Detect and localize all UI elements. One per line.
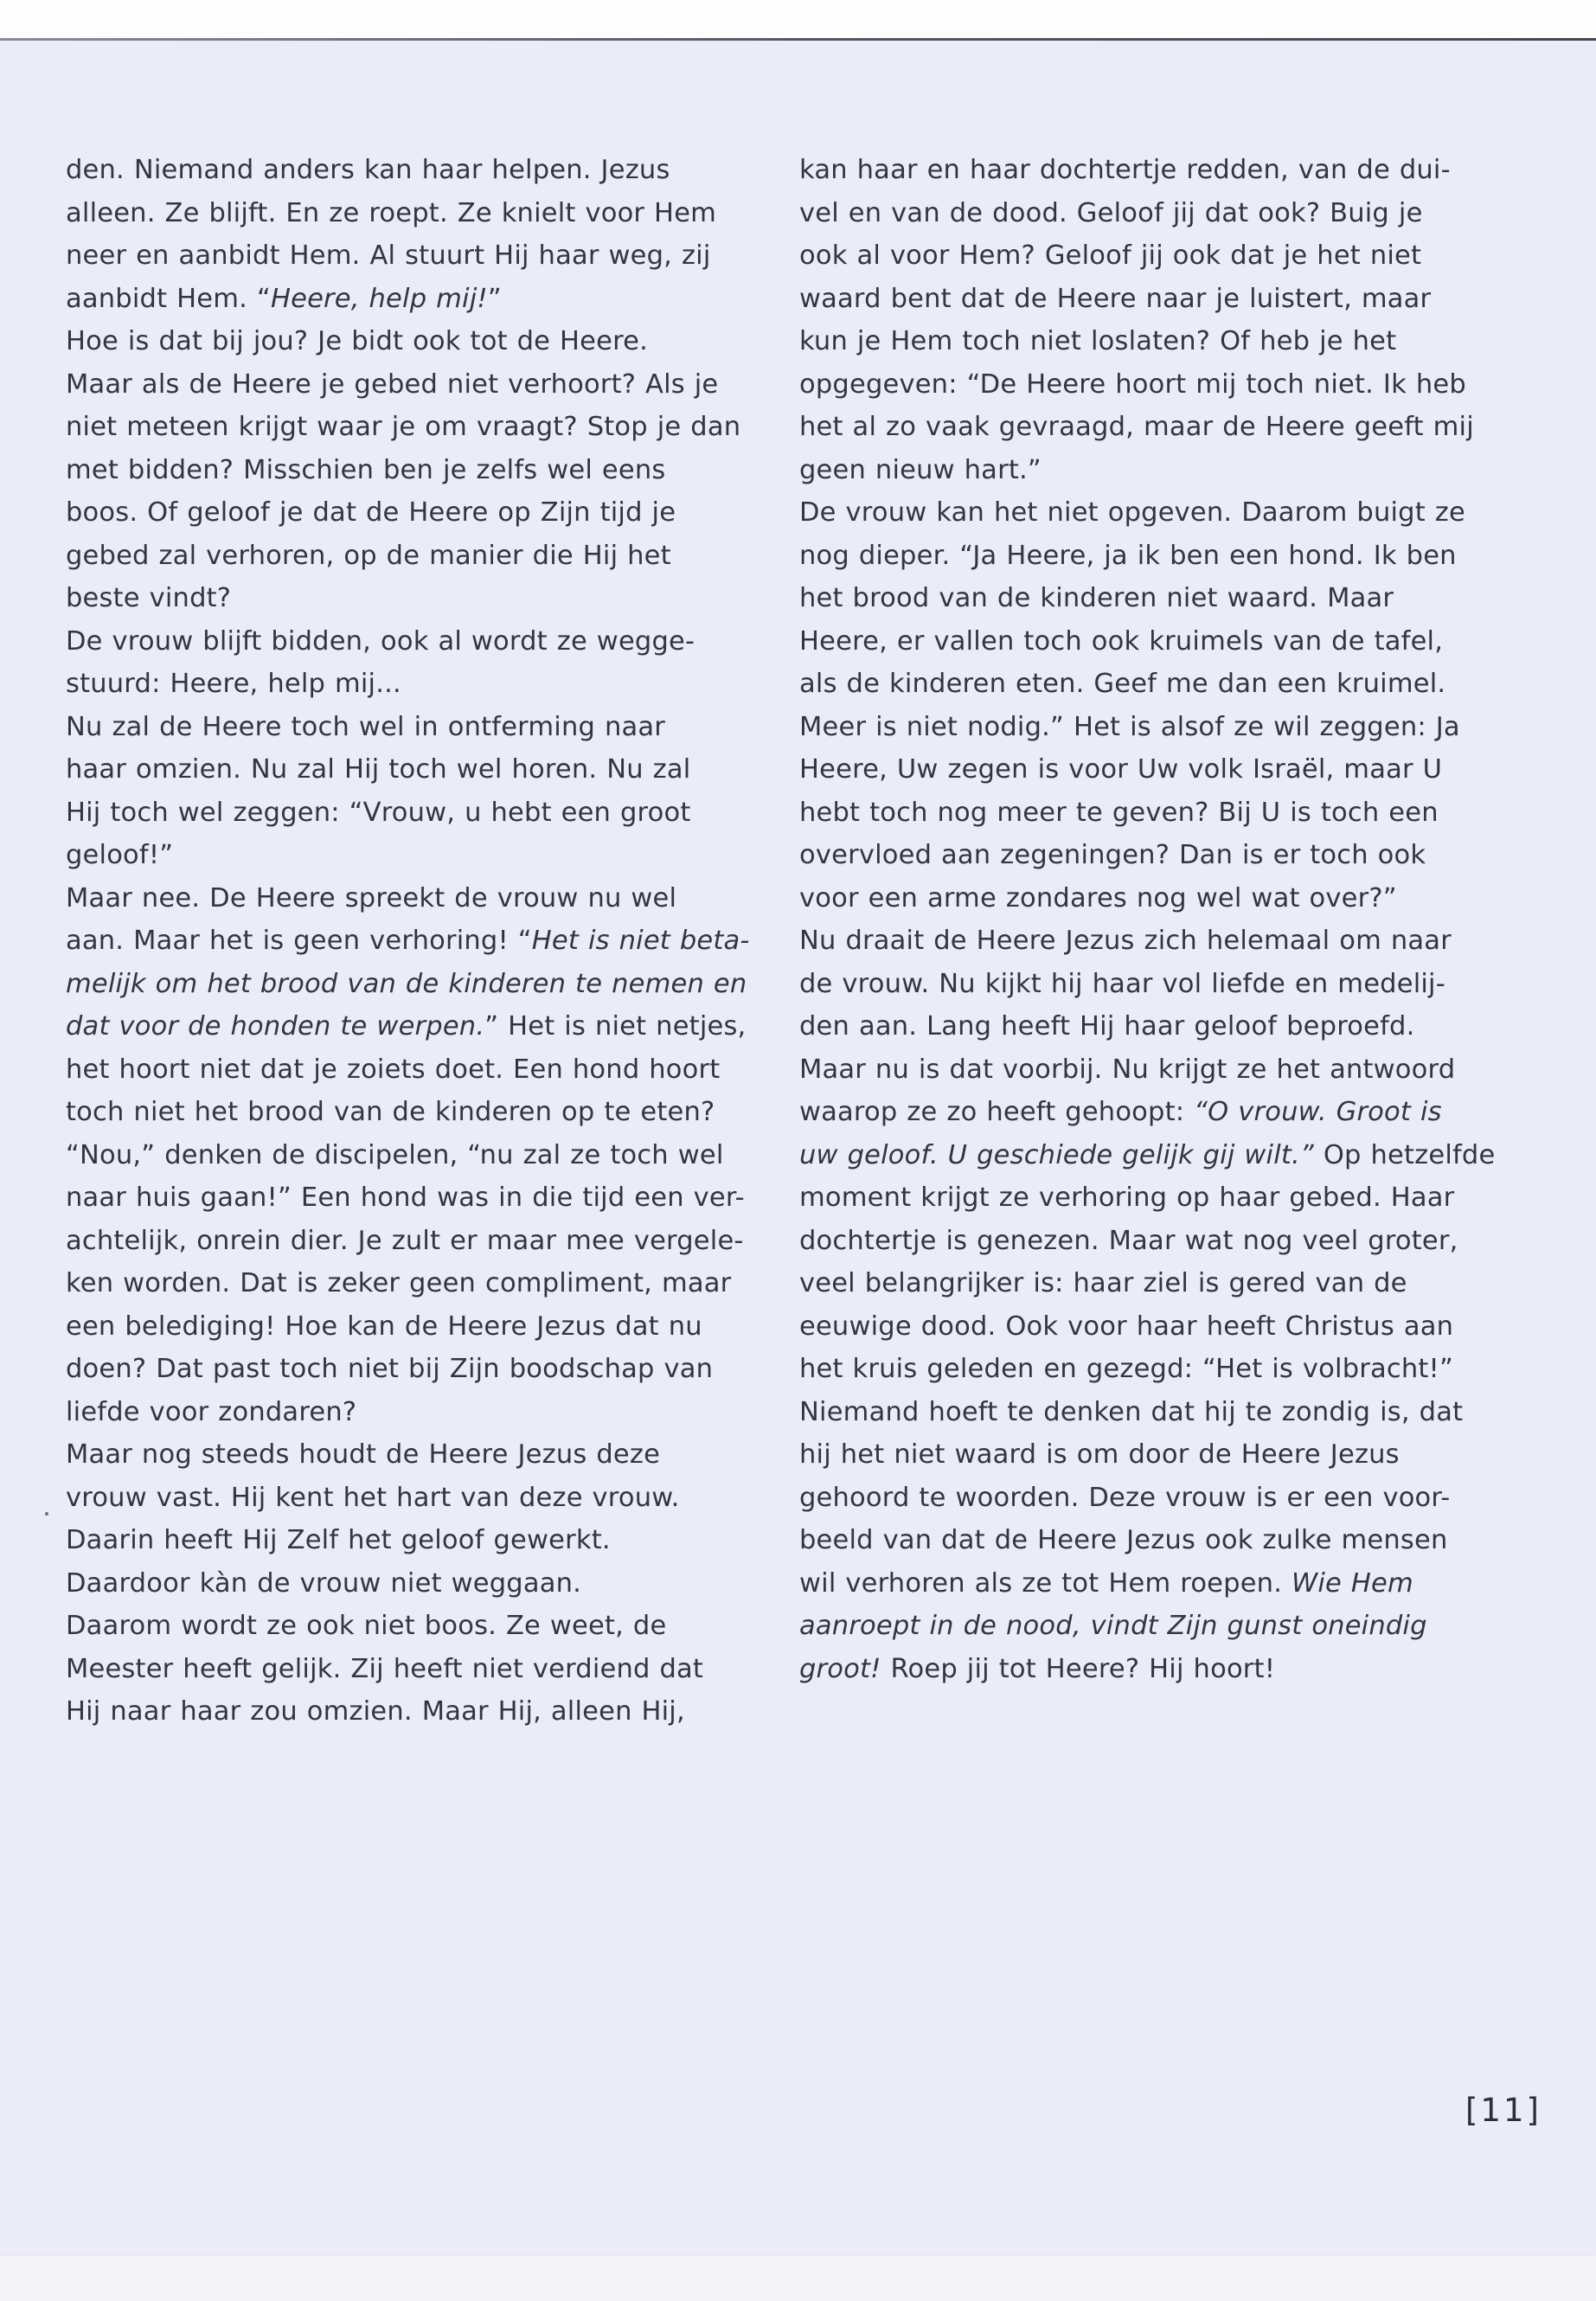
italic-text-segment: Het is niet beta- bbox=[531, 926, 750, 956]
text-line bbox=[799, 320, 1465, 363]
text-segment: veel belangrijker is: haar ziel is gered van de bbox=[799, 1268, 1407, 1298]
text-segment: overvloed aan zegeningen? Dan is er toch ook bbox=[799, 840, 1426, 870]
text-segment: kan haar en haar dochtertje redden, van de dui- bbox=[799, 155, 1451, 185]
text-segment: ook al voor Hem? Geloof jij ook dat je het niet bbox=[799, 240, 1422, 271]
text-segment: ken worden. Dat is zeker geen compliment, maar bbox=[66, 1268, 732, 1298]
text-segment: achtelijk, onrein dier. Je zult er maar mee vergele- bbox=[66, 1225, 744, 1256]
text-line bbox=[66, 1690, 732, 1734]
text-line bbox=[66, 663, 732, 706]
text-line bbox=[66, 1305, 732, 1349]
text-line bbox=[799, 192, 1465, 235]
text-segment: toch niet het brood van de kinderen op te eten? bbox=[66, 1097, 715, 1127]
text-line bbox=[66, 278, 732, 321]
text-line bbox=[799, 491, 1465, 535]
text-line bbox=[66, 320, 732, 363]
text-segment: hebt toch nog meer te geven? Bij U is toch een bbox=[799, 797, 1439, 828]
text-line bbox=[799, 1262, 1465, 1305]
text-segment: Meester heeft gelijk. Zij heeft niet verdiend dat bbox=[66, 1653, 704, 1684]
text-segment: het al zo vaak gevraagd, maar de Heere geeft mij bbox=[799, 412, 1474, 442]
text-segment: de vrouw. Nu kijkt hij haar vol liefde en medelij- bbox=[799, 968, 1445, 999]
text-segment: alleen. Ze blijft. En ze roept. Ze knielt voor Hem bbox=[66, 197, 717, 228]
text-line bbox=[66, 1605, 732, 1648]
text-segment: beeld van dat de Heere Jezus ook zulke mensen bbox=[799, 1525, 1448, 1555]
text-line bbox=[799, 963, 1465, 1006]
right-text-column bbox=[799, 149, 1496, 1690]
text-line bbox=[66, 234, 732, 278]
text-line bbox=[66, 792, 732, 835]
text-segment: Maar nu is dat voorbij. Nu krijgt ze het antwoord bbox=[799, 1054, 1456, 1085]
italic-text-segment: melijk om het brood van de kinderen te nemen en bbox=[66, 968, 747, 999]
scan-speck bbox=[45, 1512, 48, 1516]
text-line bbox=[799, 663, 1465, 706]
text-segment: als de kinderen eten. Geef me dan een kruimel. bbox=[799, 669, 1446, 699]
text-segment: ” bbox=[487, 283, 502, 314]
text-segment: Nu draait de Heere Jezus zich helemaal om naar bbox=[799, 926, 1452, 956]
text-segment: dochtertje is genezen. Maar wat nog veel groter, bbox=[799, 1225, 1458, 1256]
text-segment: Meer is niet nodig.” Het is alsof ze wil zeggen: Ja bbox=[799, 711, 1460, 742]
text-line bbox=[66, 834, 732, 877]
text-line bbox=[66, 1220, 744, 1263]
text-line bbox=[66, 192, 732, 235]
text-line bbox=[66, 963, 747, 1006]
text-line bbox=[66, 706, 732, 749]
text-segment: ” Het is niet netjes, bbox=[484, 1011, 747, 1042]
text-line bbox=[799, 535, 1465, 578]
text-segment: den. Niemand anders kan haar helpen. Jezus bbox=[66, 155, 670, 185]
text-segment: boos. Of geloof je dat de Heere op Zijn tijd je bbox=[66, 497, 676, 528]
text-segment: Nu zal de Heere toch wel in ontferming naar bbox=[66, 711, 665, 742]
text-line bbox=[799, 1519, 1465, 1562]
text-line bbox=[66, 1391, 732, 1434]
text-line bbox=[66, 920, 750, 963]
text-line bbox=[799, 706, 1465, 749]
text-line bbox=[66, 1562, 732, 1606]
text-line bbox=[66, 1348, 732, 1391]
text-line bbox=[799, 1433, 1465, 1477]
italic-text-segment: dat voor de honden te werpen. bbox=[66, 1011, 485, 1042]
text-segment: met bidden? Misschien ben je zelfs wel eens bbox=[66, 454, 666, 485]
text-segment: Roep jij tot Heere? Hij hoort! bbox=[881, 1653, 1276, 1684]
text-line bbox=[66, 1048, 732, 1092]
text-segment: den aan. Lang heeft Hij haar geloof beproefd. bbox=[799, 1011, 1415, 1042]
text-line bbox=[799, 1391, 1465, 1434]
italic-text-segment: uw geloof. U geschiede gelijk gij wilt.” bbox=[799, 1139, 1314, 1170]
text-segment: De vrouw blijft bidden, ook al wordt ze wegge- bbox=[66, 625, 695, 657]
text-segment: niet meteen krijgt waar je om vraagt? Stop je dan bbox=[66, 412, 741, 442]
text-segment: vel en van de dood. Geloof jij dat ook? Buig je bbox=[799, 197, 1423, 228]
text-line bbox=[66, 1176, 745, 1220]
text-segment: Heere, Uw zegen is voor Uw volk Israël, maar U bbox=[799, 754, 1443, 785]
text-segment: Hij naar haar zou omzien. Maar Hij, alleen Hij, bbox=[66, 1696, 685, 1727]
text-line bbox=[66, 1091, 732, 1134]
text-segment: Daarin heeft Hij Zelf het geloof gewerkt. bbox=[66, 1525, 611, 1555]
text-segment: geen nieuw hart.” bbox=[799, 454, 1042, 485]
text-segment: waard bent dat de Heere naar je luistert, maar bbox=[799, 283, 1432, 314]
text-line bbox=[799, 1477, 1465, 1520]
text-line bbox=[66, 406, 741, 449]
text-segment: eeuwige dood. Ook voor haar heeft Christus aan bbox=[799, 1311, 1454, 1342]
text-line bbox=[66, 1433, 732, 1477]
text-line bbox=[799, 363, 1465, 407]
text-line bbox=[799, 449, 1465, 492]
text-segment: Maar als de Heere je gebed niet verhoort? Als je bbox=[66, 369, 719, 400]
text-line bbox=[799, 149, 1465, 192]
text-line bbox=[66, 363, 732, 407]
text-segment: waarop ze zo heeft gehoopt: bbox=[799, 1097, 1195, 1127]
text-segment: het hoort niet dat je zoiets doet. Een hond hoort bbox=[66, 1054, 721, 1085]
text-line bbox=[799, 1305, 1465, 1349]
text-segment: aanbidt Hem. “ bbox=[66, 283, 271, 314]
text-line bbox=[799, 1562, 1465, 1606]
italic-text-segment: groot! bbox=[799, 1653, 881, 1684]
text-line bbox=[66, 449, 732, 492]
text-segment: doen? Dat past toch niet bij Zijn boodschap van bbox=[66, 1354, 714, 1384]
text-segment: gebed zal verhoren, op de manier die Hij het bbox=[66, 540, 671, 571]
text-line bbox=[799, 1605, 1465, 1648]
text-segment: moment krijgt ze verhoring op haar gebed. Haar bbox=[799, 1183, 1455, 1213]
text-line bbox=[799, 620, 1465, 663]
text-segment: Daardoor kàn de vrouw niet weggaan. bbox=[66, 1567, 582, 1599]
text-line bbox=[66, 535, 732, 578]
text-line bbox=[799, 1005, 1465, 1048]
text-segment: Maar nee. De Heere spreekt de vrouw nu wel bbox=[66, 882, 677, 913]
text-segment: neer en aanbidt Hem. Al stuurt Hij haar weg, zij bbox=[66, 240, 711, 271]
italic-text-segment: Heere, help mij! bbox=[270, 283, 488, 314]
text-line bbox=[799, 792, 1465, 835]
text-line bbox=[66, 1005, 747, 1048]
italic-text-segment: aanroept in de nood, vindt Zijn gunst oneindig bbox=[799, 1611, 1427, 1641]
text-segment: Daarom wordt ze ook niet boos. Ze weet, de bbox=[66, 1611, 667, 1641]
text-line bbox=[799, 1176, 1465, 1220]
text-segment: aan. Maar het is geen verhoring! “ bbox=[66, 926, 532, 956]
text-line bbox=[799, 577, 1465, 620]
text-segment: De vrouw kan het niet opgeven. Daarom buigt ze bbox=[799, 497, 1465, 528]
text-segment: Op hetzelfde bbox=[1313, 1139, 1496, 1170]
text-segment: “Nou,” denken de discipelen, “nu zal ze toch wel bbox=[66, 1139, 724, 1170]
text-line bbox=[66, 491, 732, 535]
text-segment: geloof!” bbox=[66, 840, 174, 870]
text-line bbox=[799, 1091, 1465, 1134]
text-line bbox=[66, 149, 732, 192]
page-number: [11] bbox=[1465, 2092, 1542, 2129]
text-line bbox=[799, 877, 1465, 920]
text-line bbox=[799, 1220, 1465, 1263]
text-segment: stuurd: Heere, help mij... bbox=[66, 669, 401, 699]
text-segment: een belediging! Hoe kan de Heere Jezus dat nu bbox=[66, 1311, 702, 1342]
italic-text-segment: “O vrouw. Groot is bbox=[1194, 1097, 1442, 1127]
text-segment: naar huis gaan!” Een hond was in die tijd een ver- bbox=[66, 1183, 745, 1213]
text-line bbox=[799, 1648, 1465, 1691]
text-segment: Hij toch wel zeggen: “Vrouw, u hebt een groot bbox=[66, 797, 691, 828]
text-segment: wil verhoren als ze tot Hem roepen. bbox=[799, 1567, 1292, 1599]
top-edge-rule bbox=[0, 38, 1596, 41]
text-line bbox=[799, 1048, 1465, 1092]
text-segment: Heere, er vallen toch ook kruimels van de tafel, bbox=[799, 625, 1444, 657]
text-line bbox=[799, 1134, 1496, 1177]
text-segment: opgegeven: “De Heere hoort mij toch niet. Ik heb bbox=[799, 369, 1466, 400]
text-segment: het kruis geleden en gezegd: “Het is volbracht!” bbox=[799, 1354, 1453, 1384]
text-line bbox=[66, 1262, 732, 1305]
text-segment: gehoord te woorden. Deze vrouw is er een voor- bbox=[799, 1482, 1451, 1513]
text-segment: vrouw vast. Hij kent het hart van deze vrouw. bbox=[66, 1482, 680, 1513]
text-segment: kun je Hem toch niet loslaten? Of heb je het bbox=[799, 326, 1397, 356]
text-line bbox=[799, 1348, 1465, 1391]
text-segment: haar omzien. Nu zal Hij toch wel horen. Nu zal bbox=[66, 754, 691, 785]
text-segment: hij het niet waard is om door de Heere Jezus bbox=[799, 1439, 1400, 1470]
text-line bbox=[66, 877, 732, 920]
text-line bbox=[799, 406, 1474, 449]
text-line bbox=[66, 748, 732, 792]
text-line bbox=[799, 748, 1465, 792]
text-segment: het brood van de kinderen niet waard. Maar bbox=[799, 583, 1394, 613]
text-segment: voor een arme zondares nog wel wat over?” bbox=[799, 882, 1397, 913]
text-line bbox=[66, 1648, 732, 1691]
text-segment: liefde voor zondaren? bbox=[66, 1396, 357, 1427]
text-segment: Niemand hoeft te denken dat hij te zondig is, dat bbox=[799, 1396, 1464, 1427]
text-line bbox=[66, 620, 732, 663]
text-line bbox=[799, 278, 1465, 321]
text-segment: Maar nog steeds houdt de Heere Jezus deze bbox=[66, 1439, 661, 1470]
text-segment: beste vindt? bbox=[66, 583, 232, 613]
italic-text-segment: Wie Hem bbox=[1292, 1567, 1413, 1599]
text-line bbox=[66, 1519, 732, 1562]
scan-top-margin bbox=[0, 0, 1596, 40]
text-segment: Hoe is dat bij jou? Je bidt ook tot de Heere. bbox=[66, 326, 649, 356]
text-line bbox=[799, 920, 1465, 963]
text-line bbox=[66, 577, 732, 620]
text-segment: nog dieper. “Ja Heere, ja ik ben een hond. Ik ben bbox=[799, 540, 1457, 571]
text-line bbox=[799, 234, 1465, 278]
left-text-column bbox=[66, 149, 750, 1734]
text-line bbox=[66, 1134, 732, 1177]
text-line bbox=[66, 1477, 732, 1520]
text-line bbox=[799, 834, 1465, 877]
